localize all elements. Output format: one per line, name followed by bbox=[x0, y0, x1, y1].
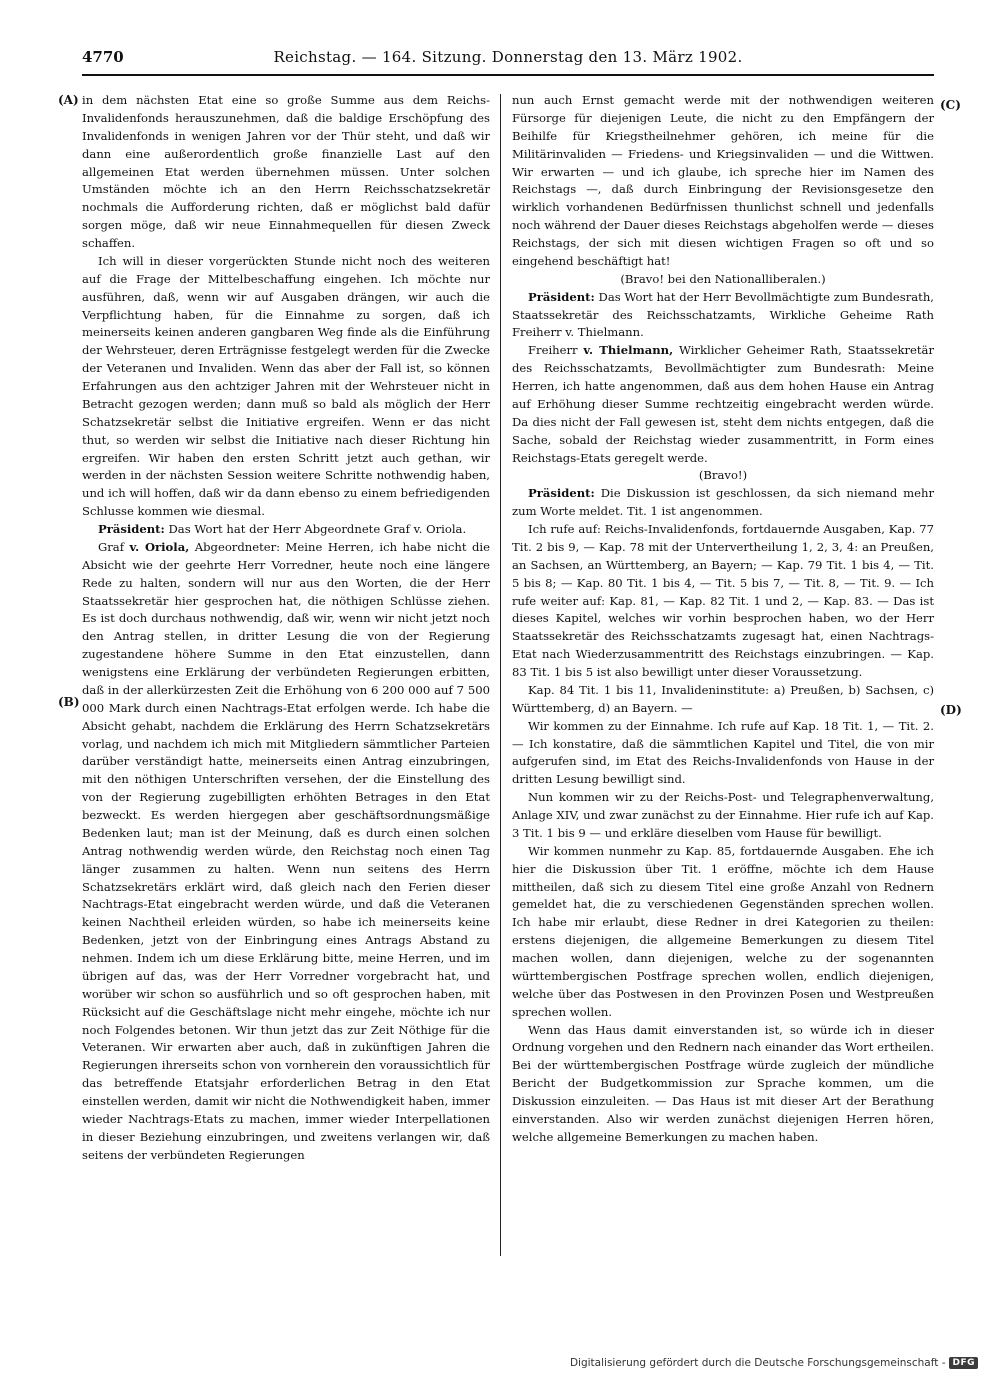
paragraph: nun auch Ernst gemacht werde mit der nothwendigen weiteren Fürsorge für diejenigen Leute, die nicht zu den Empfängern der Beihilfe für Kriegstheilnehmer gehören, ich meine für die Militärinvaliden — Friedens- und Kriegsinvaliden — und die Wittwen. Wir erwarten — und ich glaube, ich spreche hier im Namen des Reichstags —, daß durch Einbringung der Revisionsgesetze den wirklich vorhandenen Bedürfnissen thunlichst schnell und jedenfalls noch während der Dauer dieses Reichstags abgeholfen werde — dieses Reichstags, der sich mit diesen wichtigen Fragen so oft und so eingehend beschäftigt hat! bbox=[512, 93, 934, 268]
running-title: Reichstag. — 164. Sitzung. Donnerstag den 13. März 1902. bbox=[273, 48, 743, 66]
paragraph: Ich rufe auf: Reichs-Invalidenfonds, fortdauernde Ausgaben, Kap. 77 Tit. 2 bis 9, — Kap. 78 mit der Untervertheilung 1, 2, 3, 4: an Preußen, an Sachsen, an Württemberg, an Bayern; — Kap. 79 Tit. 1 bis 4, — Tit. 5 bis 8; — Kap. 80 Tit. 1 bis 4, — Tit. 5 bis 7, — Tit. 8, — Tit. 9. — Ich rufe weiter auf: Kap. 81, — Kap. 82 Tit. 1 und 2, — Kap. 83. — Das ist dieses Kapitel, welches wir vorhin besprochen haben, wo der Herr Staatssekretär des Reichsschatzamts zugesagt hat, einen Nachtrags-Etat nach Wiederzusammentritt des Reichstags einzubringen. — Kap. 83 Tit. 1 bis 5 ist also bewilligt unter dieser Voraussetzung. bbox=[512, 522, 934, 679]
page-number: 4770 bbox=[82, 48, 124, 66]
interjection: (Bravo! bei den Nationalliberalen.) bbox=[620, 271, 826, 286]
speaker-paragraph: Präsident: Die Diskussion ist geschlossen, da sich niemand mehr zum Worte meldet. Tit. 1 ist angenommen. bbox=[512, 486, 935, 519]
interjection: (Bravo!) bbox=[698, 468, 748, 483]
right-column bbox=[512, 92, 934, 1147]
speaker-paragraph: Präsident: Das Wort hat der Herr Abgeordnete Graf v. Oriola. bbox=[98, 522, 467, 536]
margin-mark-b: (B) bbox=[58, 695, 80, 709]
column-divider bbox=[500, 94, 501, 1256]
speaker-paragraph: Freiherr v. Thielmann, Wirklicher Geheimer Rath, Staatssekretär des Reichsschatzamts, Bevollmächtigter zum Bundesrath: Meine Herren, ich hatte angenommen, daß aus dem hohen Hause ein Antrag auf Erhöhung dieser Summe rechtzeitig eingebracht werden würde. Da dies nicht der Fall gewesen ist, steht dem nichts entgegen, daß die Sache, sobald der Reichstag wieder zusammentritt, in Form eines Reichstags-Etats geregelt werde. bbox=[512, 343, 934, 465]
paragraph: Wenn das Haus damit einverstanden ist, so würde ich in dieser Ordnung vorgehen und den Rednern nach einander das Wort ertheilen. Bei der württembergischen Postfrage würde zugleich der mündliche Bericht der Budgetkommission zur Sprache kommen, um die Diskussion einzuleiten. — Das Haus ist mit dieser Art der Berathung einverstanden. Also wir werden zunächst diejenigen Herren hören, welche allgemeine Bemerkungen zu machen haben. bbox=[512, 1022, 934, 1144]
margin-mark-d: (D) bbox=[940, 703, 962, 717]
speaker-paragraph: Präsident: Das Wort hat der Herr Bevollmächtigte zum Bundesrath, Staatssekretär des Reichsschatzamts, Wirkliche Geheime Rath Freiherr v. Thielmann. bbox=[512, 289, 934, 340]
speaker-name: Präsident: bbox=[528, 486, 595, 501]
paragraph: Ich will in dieser vorgerückten Stunde nicht noch des weiteren auf die Frage der Mittelbeschaffung eingehen. Ich möchte nur ausführen, daß, wenn wir auf Ausgaben drängen, wir auch die Verpflichtung haben, für die Einnahme zu sorgen, daß ich meinerseits keinen anderen gangbaren Weg finde als die Einführung der Wehrsteuer, deren Erträgnisse festgelegt werden für die Zwecke der Veteranen und Invaliden. Wenn das aber der Fall ist, so können Erfahrungen aus den achtziger Jahren mit der Wehrsteuer nicht in Betracht gezogen werden; dann muß so bald als möglich der Herr Schatzsekretär selbst die Initiative ergreifen. Wenn er das nicht thut, so werden wir selbst die Initiative nach dieser Richtung hin ergreifen. Wir haben den ersten Schritt jetzt auch gethan, wir werden in der nächsten Session weitere Schritte nothwendig haben, und ich will hoffen, daß wir da dann ebenso zu einem befriedigenden Schlusse kommen wie diesmal. bbox=[82, 253, 490, 519]
paragraph: Kap. 84 Tit. 1 bis 11, Invalideninstitute: a) Preußen, b) Sachsen, c) Württemberg, d) an Bayern. — bbox=[512, 682, 934, 715]
speaker-name: Präsident: bbox=[528, 289, 595, 304]
page-header bbox=[82, 48, 934, 76]
paragraph: Nun kommen wir zu der Reichs-Post- und Telegraphenverwaltung, Anlage XIV, und zwar zunächst zu der Einnahme. Hier rufe ich auf Kap. 3 Tit. 1 bis 9 — und erkläre dieselben vom Hause für bewilligt. bbox=[512, 790, 934, 840]
footer-text: Digitalisierung gefördert durch die Deutsche Forschungsgemeinschaft - bbox=[569, 1357, 946, 1369]
margin-mark-c: (C) bbox=[940, 98, 961, 112]
margin-mark-a: (A) bbox=[58, 93, 79, 107]
digitization-footer bbox=[570, 1357, 978, 1369]
left-column bbox=[82, 92, 490, 1165]
speaker-name: v. Oriola, bbox=[129, 539, 190, 554]
speaker-paragraph: Graf v. Oriola, Abgeordneter: Meine Herren, ich habe nicht die Absicht wie der geehrte Herr Vorredner, heute noch eine längere Rede zu halten, sondern will nur aus den Worten, die der Herr Staatssekretär hier gesprochen hat, die nöthigen Schlüsse ziehen. Es ist doch durchaus nothwendig, daß wir, wenn wir nicht jetzt noch den Antrag stellen, in dritter Lesung die von der Regierung zugestandene höhere Summe in den Etat einzustellen, dann wenigstens eine Erklärung der verbündeten Regierungen erbitten, daß in der allerkürzesten Zeit die Erhöhung von 6 200 000 auf 7 500 000 Mark durch einen Nachtrags-Etat erfolgen werde. Ich habe die Absicht gehabt, nachdem die Erklärung des Herrn Schatzsekretärs vorlag, und nachdem ich mich mit Mitgliedern sämmtlicher Parteien darüber verständigt hatte, meinerseits einen Antrag einzubringen, mit den nöthigen Unterschriften versehen, der die Einstellung des von der Regierung zugebilligten erhöhten Betrages in den Etat bezweckt. Es werden hiergegen aber geschäftsordnungsmäßige Bedenken laut; man ist der Meinung, daß es durch einen solchen Antrag nothwendig werden würde, den Reichstag noch einen Tag länger zusammen zu halten. Wenn nun seitens des Herrn Schatzsekretärs erklärt wird, daß gleich nach den Ferien dieser Nachtrags-Etat eingebracht werden würde, und daß die Veteranen keinen Nachtheil erleiden würden, so habe ich meinerseits keine Bedenken, jetzt von der Einbringung eines Antrags Abstand zu nehmen. Indem ich um diese Erklärung bitte, meine Herren, und im übrigen auf das, was der Herr Vorredner vorgebracht hat, und worüber wir schon so ausführlich und so oft gesprochen haben, mit Rücksicht auf die Geschäftslage nicht mehr eingehe, möchte ich nur noch Folgendes betonen. Wir thun jetzt das zur Zeit Nöthige für die Veteranen. Wir erwarten aber auch, daß in zukünftigen Jahren die Regierungen ihrerseits schon von vornherein den voraussichtlich für das betreffende Etatsjahr erforderlichen Betrag in den Etat einstellen werden, damit wir nicht die Nothwendigkeit haben, immer wieder Nachtrags-Etats zu machen, immer wieder Interpellationen in dieser Beziehung einzubringen, und zweitens verlangen wir, daß seitens der verbündeten Regierungen bbox=[82, 539, 490, 1162]
paragraph: in dem nächsten Etat eine so große Summe aus dem Reichs-Invalidenfonds herauszunehmen, daß die baldige Erschöpfung des Invalidenfonds in wenigen Jahren vor der Thür steht, und daß wir dann eine außerordentlich große finanzielle Last auf den allgemeinen Etat werden übernehmen müssen. Unter solchen Umständen möchte ich an den Herrn Reichsschatzsekretär nochmals die Aufforderung richten, daß er möglichst bald dafür sorgen möge, daß wir neue Einnahmequellen für diesen Zweck schaffen. bbox=[82, 93, 490, 250]
speaker-name: Präsident: bbox=[98, 522, 165, 536]
paragraph: Wir kommen zu der Einnahme. Ich rufe auf Kap. 18 Tit. 1, — Tit. 2. — Ich konstatire, daß die sämmtlichen Kapitel und Titel, die von mir aufgerufen sind, im Etat des Reichs-Invalidenfonds von Hause in der dritten Lesung bewilligt sind. bbox=[512, 718, 934, 787]
dfg-logo-icon: DFG bbox=[949, 1357, 978, 1369]
speaker-name: v. Thielmann, bbox=[583, 343, 674, 358]
paragraph: Wir kommen nunmehr zu Kap. 85, fortdauernde Ausgaben. Ehe ich hier die Diskussion über Tit. 1 eröffne, möchte ich dem Hause mittheilen, daß sich zu diesem Titel eine große Anzahl von Rednern gemeldet hat, die zu verschiedenen Gegenständen sprechen wollen. Ich habe mir erlaubt, diese Redner in drei Kategorien zu theilen: erstens diejenigen, die allgemeine Bemerkungen zu diesem Titel machen wollen, dann diejenigen, welche zu der sogenannten württembergischen Postfrage sprechen wollen, endlich diejenigen, welche über das Postwesen in den Provinzen Posen und Westpreußen sprechen wollen. bbox=[512, 843, 934, 1019]
